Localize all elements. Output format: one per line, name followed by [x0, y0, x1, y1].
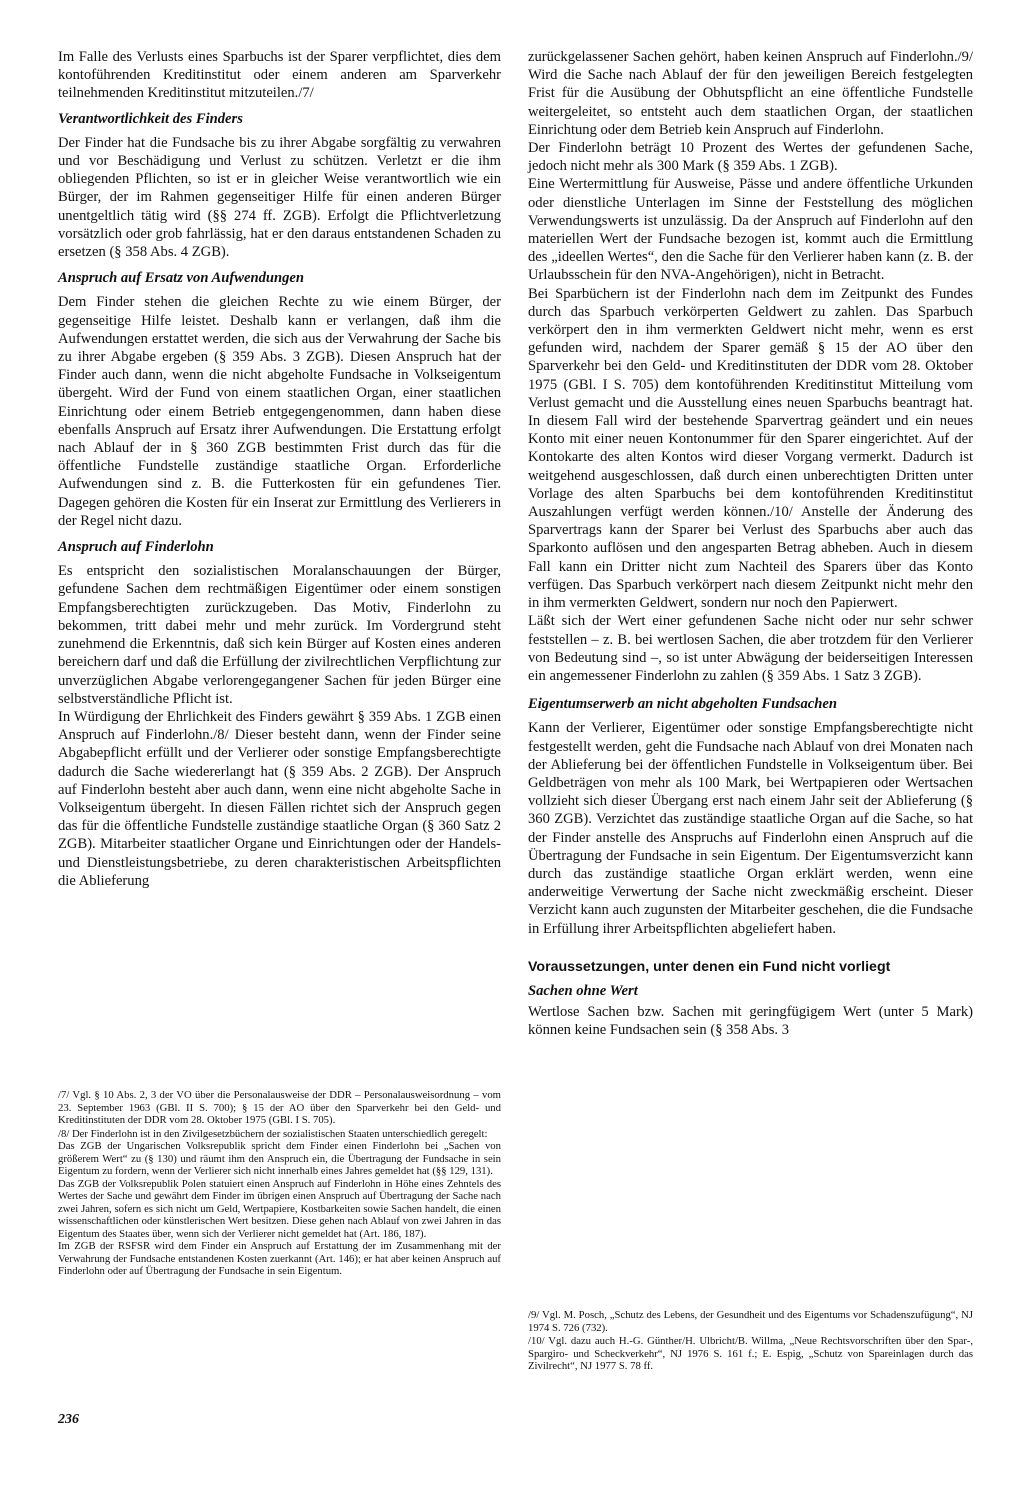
left-column: [58, 48, 501, 890]
footnote-8: /8/ Der Finderlohn ist in den Zivilgesetzbüchern der sozialistischen Staaten unterschiedlich geregelt:: [58, 1127, 488, 1140]
paragraph: In Würdigung der Ehrlichkeit des Finders gewährt § 359 Abs. 1 ZGB einen Anspruch auf Finderlohn./8/ Dieser besteht dann, wenn der Finder seine Abgabepflicht erfüllt und der Verlierer oder sonstige Empfangsberechtigte dadurch die Sache wiedererlangt hat (§ 359 Abs. 2 ZGB). Der Anspruch auf Finderlohn besteht aber auch dann, wenn eine nicht abgeholte Sache in Volkseigentum übergeht. In diesen Fällen richtet sich der Anspruch gegen das für die öffentliche Fundstelle zuständige staatliche Organ (§ 360 Satz 2 ZGB). Mitarbeiter staatlicher Organe und Einrichtungen oder der Handels- und Dienstleistungsbetriebe, zu deren charakteristischen Arbeitspflichten die Ablieferung: [58, 708, 501, 889]
paragraph: Der Finderlohn beträgt 10 Prozent des Wertes der gefundenen Sache, jedoch nicht mehr als 300 Mark (§ 359 Abs. 1 ZGB).: [528, 140, 973, 175]
paragraph: Es entspricht den sozialistischen Moralanschauungen der Bürger, gefundene Sachen dem rechtmäßigen Eigentümer oder einem sonstigen Empfangsberechtigten zurückzugeben. Das Motiv, Finderlohn zu bekommen, tritt dabei mehr und mehr zurück. Im Vordergrund steht zunehmend die Erkenntnis, daß sich kein Bürger auf Kosten eines anderen bereichern darf und daß die Erfüllung der zivilrechtlichen Verpflichtung zur unverzüglichen Abgabe verlorengegangener Sachen für jeden Bürger eine selbstverständliche Pflicht ist.: [58, 563, 501, 707]
footnote-8-poland: Das ZGB der Volksrepublik Polen statuiert einen Anspruch auf Finderlohn in Höhe eines Zehntels des Wertes der Sache und gewährt dem Finder im übrigen einen Anspruch auf Übertragung der Sache nach zwei Jahren, sofern es sich nicht um Geld, Wertpapiere, Kostbarkeiten sowie Sachen handelt, die einen wissenschaftlichen oder künstlerischen Wert besitzen. Diese gehen nach Ablauf von zwei Jahren in das Eigentum des Staates über, wenn sich der Verlierer nicht gemeldet hat (Art. 186, 187).: [58, 1177, 501, 1240]
paragraph: Dem Finder stehen die gleichen Rechte zu wie einem Bürger, der gegenseitige Hilfe leistet. Deshalb kann er verlangen, daß ihm die Aufwendungen erstattet werden, die sich aus der Verwahrung der Sache bis zu ihrer Abgabe ergeben (§ 359 Abs. 3 ZGB). Diesen Anspruch hat der Finder auch dann, wenn die nicht abgeholte Fundsache in Volkseigentum übergeht. Wird der Fund von einem staatlichen Organ, einer staatlichen Einrichtung oder einem Betrieb entgegengenommen, dann haben diese ebenfalls Anspruch auf Ersatz ihrer Aufwendungen. Die Erstattung erfolgt nach Ablauf der in § 360 ZGB bestimmten Frist durch das für die öffentliche Fundstelle zuständige staatliche Organ. Erforderliche Aufwendungen sind z. B. die Futterkosten für ein gefundenes Tier. Dagegen gehören die Kosten für ein Inserat zur Ermittlung des Verlierers in der Regel nicht dazu.: [58, 294, 501, 529]
right-column: [528, 48, 973, 1039]
section-heading: Eigentumserwerb an nicht abgeholten Fundsachen: [528, 696, 837, 713]
section-heading: Anspruch auf Finderlohn: [58, 539, 214, 556]
footnote-8-rsfsr: Im ZGB der RSFSR wird dem Finder ein Anspruch auf Erstattung der im Zusammenhang mit der Verwahrung der Fundsache entstandenen Kosten zuerkannt (Art. 146); er hat aber keinen Anspruch auf Finderlohn oder auf Übertragung der Fundsache in sein Eigentum.: [58, 1240, 501, 1277]
paragraph: zurückgelassener Sachen gehört, haben keinen Anspruch auf Finderlohn./9/ Wird die Sache nach Ablauf der für den jeweiligen Bereich festgelegten Frist für die Ausübung der Obhutspflicht an eine öffentliche Fundstelle weitergeleitet, so entsteht auch dem staatlichen Organ, der staatlichen Einrichtung oder dem Betrieb kein Anspruch auf Finderlohn.: [528, 49, 973, 138]
paragraph: Der Finder hat die Fundsache bis zu ihrer Abgabe sorgfältig zu verwahren und vor Beschädigung und Verlust zu schützen. Verletzt er die ihm obliegenden Pflichten, so ist er in gleicher Weise verantwortlich wie ein Bürger, der im Rahmen gegenseitiger Hilfe für einen anderen Bürger unentgeltlich tätig wird (§§ 274 ff. ZGB). Erfolgt die Pflichtverletzung vorsätzlich oder grob fahrlässig, hat er den daraus entstandenen Schaden zu ersetzen (§ 358 Abs. 4 ZGB).: [58, 134, 501, 261]
page-number: 236: [58, 1412, 79, 1427]
footnote-7: /7/ Vgl. § 10 Abs. 2, 3 der VO über die Personalausweise der DDR – Personalausweisordnung – vom 23. September 1963 (GBl. II S. 700); § 15 der AO über den Sparverkehr bei den Geld- und Kreditinstituten der DDR vom 28. Oktober 1975 (GBl. I S. 705).: [58, 1089, 501, 1126]
section-heading: Anspruch auf Ersatz von Aufwendungen: [58, 270, 305, 287]
footnote-8-hungary: Das ZGB der Ungarischen Volksrepublik spricht dem Finder einen Finderlohn bei „Sachen von größerem Wert“ zu (§ 130) und räumt ihm den Anspruch ein, die Übertragung der Fundsache in sein Eigentum zu fordern, wenn der Verlierer sich nicht innerhalb eines Jahres gemeldet hat (§§ 129, 131).: [58, 1140, 501, 1177]
paragraph: Bei Sparbüchern ist der Finderlohn nach dem im Zeitpunkt des Fundes durch das Sparbuch verkörperten Geldwert zu zahlen. Das Sparbuch verkörpert den in ihm vermerkten Geldwert nicht mehr, wenn es erst gefunden wird, nachdem der Sparer gemäß § 15 der AO über den Sparverkehr bei den Geld- und Kreditinstituten der DDR vom 28. Oktober 1975 (GBl. I S. 705) dem kontoführenden Kreditinstitut Mitteilung vom Verlust gemacht und die Ausstellung eines neuen Sparbuchs beantragt hat. In diesem Fall wird der bestehende Sparvertrag geändert und ein neues Konto mit einer neuen Kontonummer für den Sparer eingerichtet. Auf der Kontokarte des alten Kontos wird dieser Vorgang vermerkt. Dadurch ist weitgehend ausgeschlossen, daß durch einen unberechtigten Dritten unter Vorlage des alten Sparbuchs bei dem kontoführenden Kreditinstitut Auszahlungen verfügt werden können./10/ Anstelle der Änderung des Sparvertrags kann der Sparer bei Verlust des Sparbuchs aber auch das Sparkonto auflösen und den angesparten Betrag abheben. Auch in diesem Fall kann ein Dritter nicht zum Nachteil des Sparers über das Konto verfügen. Das Sparbuch verkörpert nach diesem Zeitpunkt nicht mehr den in ihm vermerkten Geldwert, sondern nur noch den Papierwert.: [528, 285, 973, 612]
footnotes-left: [58, 1089, 501, 1278]
footnote-10: /10/ Vgl. dazu auch H.-G. Günther/H. Ulbricht/B. Willma, „Neue Rechtsvorschriften über den Spar-, Spargiro- und Scheckverkehr“, NJ 1976 S. 161 f.; E. Espig, „Schutz von Spareinlagen durch das Zivilrecht“, NJ 1977 S. 78 ff.: [528, 1335, 973, 1372]
paragraph: Läßt sich der Wert einer gefundenen Sache nicht oder nur sehr schwer feststellen – z. B. bei wertlosen Sachen, die aber trotzdem für den Verlierer von Bedeutung sind –, so ist unter Abwägung der beiderseitigen Interessen ein angemessener Finderlohn zu zahlen (§ 359 Abs. 1 Satz 3 ZGB).: [528, 613, 973, 684]
paragraph: Kann der Verlierer, Eigentümer oder sonstige Empfangsberechtigte nicht festgestellt werden, geht die Fundsache nach Ablauf von drei Monaten nach der Ablieferung bei der öffentlichen Fundstelle in Volkseigentum über. Bei Geldbeträgen von mehr als 100 Mark, bei Wertpapieren oder Wertsachen vollzieht sich dieser Übergang erst nach einem Jahr seit der Ablieferung (§ 360 ZGB). Verzichtet das zuständige staatliche Organ auf die Sache, so hat der Finder anstelle des Anspruchs auf Finderlohn einen Anspruch auf die Übertragung der Fundsache in sein Eigentum. Der Eigentumsverzicht kann durch das zuständige staatliche Organ erklärt werden, wenn eine anderweitige Verwertung der Sache nicht zweckmäßig erscheint. Dieser Verzicht kann auch zugunsten der Mitarbeiter geschehen, die die Fundsache in Erfüllung ihrer Arbeitspflichten abgeliefert haben.: [528, 720, 973, 937]
section-heading: Sachen ohne Wert: [528, 982, 638, 999]
section-heading-main: Voraussetzungen, unter denen ein Fund nicht vorliegt: [528, 958, 891, 975]
footnote-9: /9/ Vgl. M. Posch, „Schutz des Lebens, der Gesundheit und des Eigentums vor Schadenszufügung“, NJ 1974 S. 726 (732).: [528, 1309, 973, 1334]
footnotes-right: [528, 1309, 973, 1373]
section-heading: Verantwortlichkeit des Finders: [58, 110, 243, 127]
paragraph: Wertlose Sachen bzw. Sachen mit geringfügigem Wert (unter 5 Mark) können keine Fundsachen sein (§ 358 Abs. 3: [528, 1003, 973, 1039]
paragraph: Im Falle des Verlusts eines Sparbuchs ist der Sparer verpflichtet, dies dem kontoführenden Kreditinstitut oder einem anderen am Sparverkehr teilnehmenden Kreditinstitut mitzuteilen./7/: [58, 49, 501, 102]
paragraph: Eine Wertermittlung für Ausweise, Pässe und andere öffentliche Urkunden oder dienstliche Unterlagen im Sinne der Feststellung des möglichen Verwendungswerts ist unzulässig. Da der Anspruch auf Finderlohn auf den materiellen Wert der Fundsache bezogen ist, kommt auch die Ermittlung des „ideellen Wertes“, den die Sache für den Verlierer haben kann (z. B. der Urlaubsschein für den NVA-Angehörigen), nicht in Betracht.: [528, 176, 973, 284]
